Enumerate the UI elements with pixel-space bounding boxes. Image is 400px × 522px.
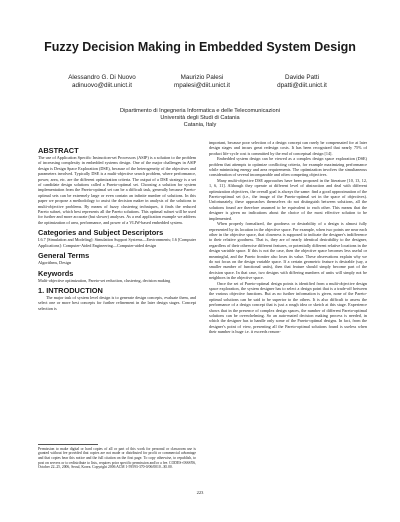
general-terms-text: Algorithms, Design	[38, 260, 72, 266]
affiliation	[0, 108, 400, 129]
author-3	[252, 74, 352, 90]
abstract-text: The use of Application Specific Instruction-set Processors (ASIP) is a solution to the problem of increasing complexity in embedded systems design. One of the major challenges in ASIP design is Design Space Exploration (DSE), because of the heterogeneity of the objectives and parameters involved. Typically DSE is a multi-objective search problem, where performance, power, area, etc. are the different optimization criteria. The output of a DSE strategy is a set of candidate design solutions called a Pareto-optimal set. Choosing a solution for system implementation from the Pareto-optimal set can be a difficult task, generally because Pareto-optimal sets can be extremely large or even contain an infinite number of solutions. In this paper we propose a methodology to assist the decision maker in analysis of the solutions to multi-objective problems. By means of fuzzy clustering techniques, it finds the reduced Pareto subset, which best represents all the Pareto solutions. This optimal subset will be used for further and more accurate (but slower) analyses. As a real application example we address the optimization of area, performance, and power of a VLIW-based embedded system.	[38, 155, 196, 225]
body-paragraph: Many multi-objective DSE approaches have been proposed in the literature [10, 13, 12, 1, 6, 11]. Although they operate at different level of abstraction and deal with different optimization objectives, the overall goal is always the same: find a good approximation of the Pareto-optimal set (i.e., the image of the Pareto-optimal set in the space of objectives). Unfortunately, these approaches themselves do not distinguish between solutions, all the solutions found are therefore assumed to be equivalent to each other. This means that the designer is given no indications about the choice of the most effective solution to be implemented.	[209, 177, 367, 221]
body-paragraph: Once the set of Pareto-optimal design points is identified from a multi-objective design space exploration, the system designer has to select a design point that is a trade-off between the various objective functions. But as no further information is given, none of the Pareto-optimal solutions can be said to be superior to the others. It is also difficult to assess the performance of a design concept that is just a rough idea or sketch at this stage. Experience shows that in the presence of complex design spaces, the number of different Pareto-optimal solutions can be overwhelming. So an auto-mated decision making process is needed, in which the designer has to handle only some of the Pareto-optimal designs. In fact, from the designer's point of view, presenting all the Pareto-optimal solutions found is useless when their number is huge i.e. it exceeds reason-	[209, 280, 367, 335]
general-terms-heading: General Terms	[38, 251, 90, 261]
keywords-heading: Keywords	[38, 268, 74, 278]
author-name: Davide Patti	[285, 74, 319, 81]
affiliation-dept: Dipartimento di Ingegneria Informatica e delle Telecomunicazioni	[119, 108, 281, 114]
body-paragraph: When properly formalized, the goodness or desirability of a design is almost fully represented by its location in the objective space. For example, when two points are near each other in the objective space, that closeness is supposed to indicate the designer's indifference to their relative goodness. That is, they are of nearly identical desirability to the designer, regardless of their otherwise different features, or potentially different relative locations in the design variable space. If this is not the case, then the objective space becomes less useful or meaningful, and the Pareto frontier also loses its value. These observations explain why we do not focus on the design variable space. If a certain geometric feature is desirable (say, a smaller number of functional units), then that feature should simply become part of the decision space. In that case, two designs with differing numbers of units will simply not be neighbors in the objective space.	[209, 221, 367, 281]
author-email: mpalesi@diit.unict.it	[173, 82, 231, 89]
introduction-text: The major task of system level design is to generate design concepts, evaluate them, and select one or more best concepts for further refinement in the later design stages. Concept selection is	[38, 294, 196, 311]
right-column	[209, 140, 367, 335]
author-email: adinuovo@diit.unict.it	[72, 82, 132, 89]
author-name: Maurizio Palesi	[180, 74, 224, 81]
body-paragraph: important, because poor selection of a design concept can rarely be compensated for at later design stages and incurs great redesign costs. It has been recognized that nearly 75% of product life-cycle cost is committed by the end of conceptual design [14].	[209, 140, 367, 156]
footnote-text: Permission to make digital or hard copies of all or part of this work for personal or classroom use is granted without fee provided that copies are not made or distributed for profit or commercial advantage and that copies bear this notice and the full citation on the first page. To copy otherwise, to republish, to post on servers or to redistribute to lists, requires prior specific permission and/or a fee. CODES+ISSS'06, October 22–25, 2006, Seoul, Korea. Copyright 2006 ACM 1-59593-370-0/06/0010...$5.00.	[38, 446, 196, 470]
paper-title: Fuzzy Decision Making in Embedded System Design	[44, 40, 356, 54]
author-name: Alessandro G. Di Nuovo	[68, 74, 136, 81]
left-column	[38, 146, 196, 311]
author-block	[52, 74, 352, 98]
body-paragraph: Embedded system design can be viewed as a complex design space exploration (DSE) problem that attempts to optimize conflicting criteria, for example maximizing performance while minimizing energy and area requirements. The optimization involves the simultaneous consideration of several incomparable and often competing objectives.	[209, 156, 367, 178]
author-1	[52, 74, 152, 90]
categories-heading: Categories and Subject Descriptors	[38, 228, 164, 238]
categories-text: I.6.7 [Simulation and Modeling]: Simulation Support Systems—Environments; I.6 [Computer Applications]: Computer-Aided Engineering—Computer-aided design	[38, 237, 196, 248]
introduction-heading: 1. INTRODUCTION	[38, 285, 103, 295]
author-2	[152, 74, 252, 90]
footnote-rule	[38, 444, 98, 445]
affiliation-city: Catania, Italy	[183, 122, 217, 128]
page-number: 223	[196, 490, 204, 495]
author-email: dpatti@diit.unict.it	[277, 82, 327, 89]
affiliation-university: Università degli Studi di Catania	[160, 115, 240, 121]
keywords-text: Multi-objective optimization, Pareto-set reduction, clustering, decision making	[38, 277, 171, 283]
abstract-heading: ABSTRACT	[38, 146, 79, 155]
copyright-footnote	[38, 444, 196, 470]
